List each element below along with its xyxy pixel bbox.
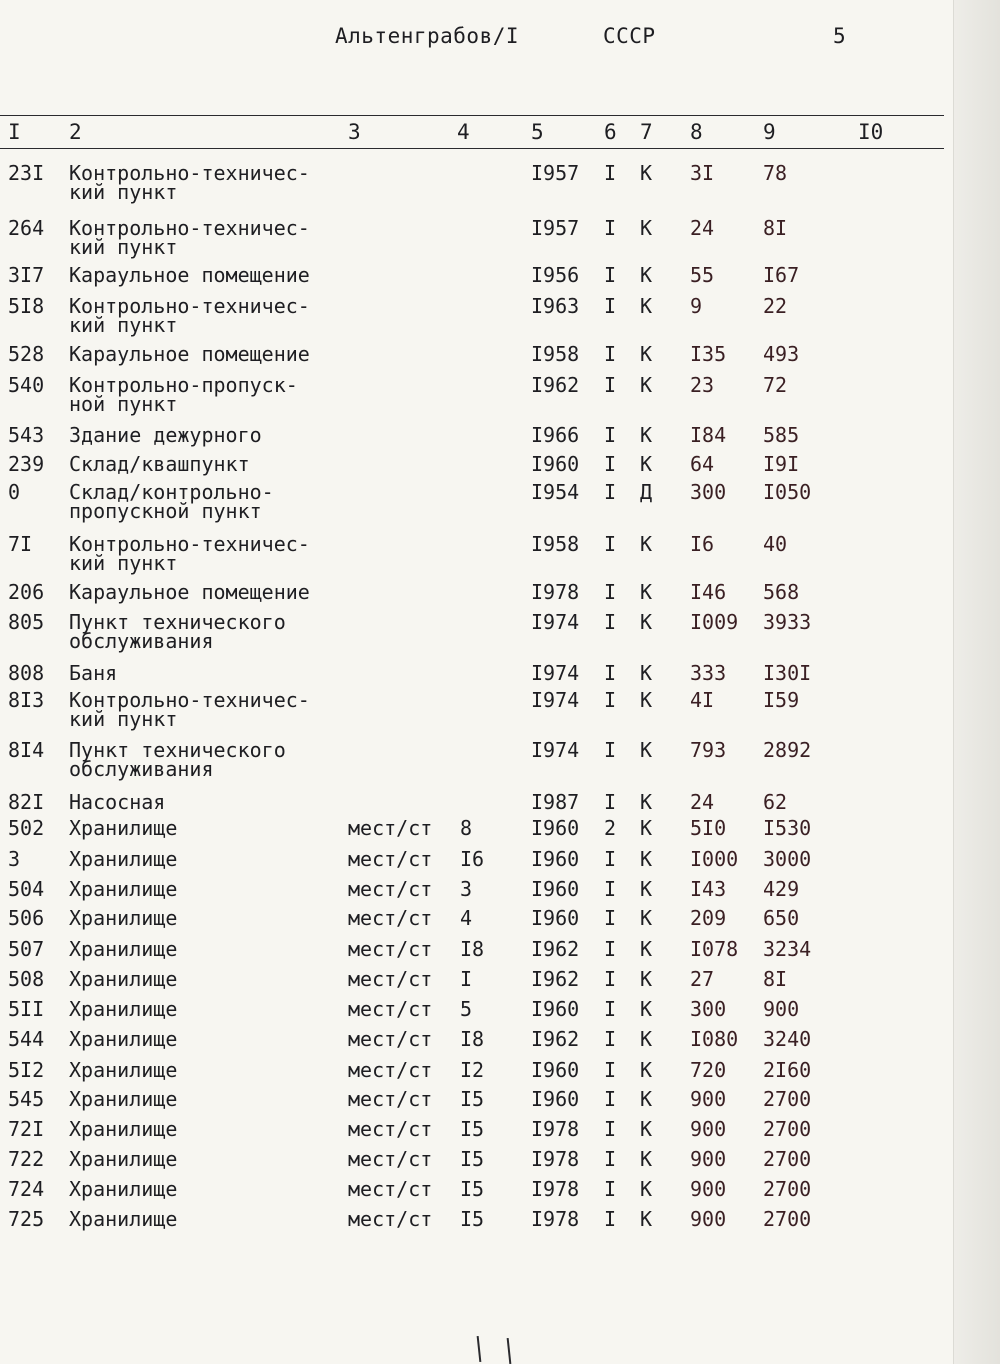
cell-col-6: I (604, 997, 617, 1021)
cell-number: 3I7 (8, 263, 45, 287)
cell-year: I974 (531, 610, 580, 634)
cell-col-8: 209 (690, 906, 727, 930)
cell-year: I960 (531, 1087, 580, 1111)
cell-col-9: 62 (763, 790, 788, 814)
cell-col-9: 2892 (763, 738, 812, 762)
cell-col-8: I43 (690, 877, 727, 901)
cell-unit: мест/ст (348, 997, 433, 1021)
cell-col-6: I (604, 452, 617, 476)
cell-year: I974 (531, 738, 580, 762)
cell-col-8: 24 (690, 790, 715, 814)
cell-year: I958 (531, 342, 580, 366)
cell-col-9: 3234 (763, 937, 812, 961)
cell-col-8: 900 (690, 1147, 727, 1171)
cell-year: I957 (531, 161, 580, 185)
cell-number: 8I3 (8, 688, 45, 712)
cell-number: 808 (8, 661, 45, 685)
column-header-7: 7 (640, 120, 653, 144)
cell-col-9: 3933 (763, 610, 812, 634)
cell-col-6: I (604, 937, 617, 961)
cell-col-8: I6 (690, 532, 715, 556)
cell-year: I960 (531, 906, 580, 930)
cell-name: Хранилище (69, 1207, 178, 1231)
cell-unit: мест/ст (348, 1058, 433, 1082)
cell-unit: мест/ст (348, 1147, 433, 1171)
cell-col-6: I (604, 688, 617, 712)
cell-col-8: 900 (690, 1207, 727, 1231)
cell-col-9: 3240 (763, 1027, 812, 1051)
cell-col-9: I9I (763, 452, 800, 476)
cell-name: Пункт технического обслуживания (69, 610, 286, 653)
cell-quantity: I8 (460, 937, 485, 961)
cell-year: I954 (531, 480, 580, 504)
cell-number: 5I2 (8, 1058, 45, 1082)
cell-col-7: К (640, 1058, 653, 1082)
table-row (0, 263, 944, 294)
cell-col-7: К (640, 661, 653, 685)
cell-unit: мест/ст (348, 1117, 433, 1141)
cell-col-9: 585 (763, 423, 800, 447)
cell-year: I962 (531, 967, 580, 991)
document-title: Альтенграбов/I (335, 24, 520, 48)
cell-col-6: I (604, 1117, 617, 1141)
cell-name: Хранилище (69, 1117, 178, 1141)
cell-name: Контрольно-техничес- кий пункт (69, 532, 310, 575)
cell-name: Хранилище (69, 997, 178, 1021)
cell-col-8: 300 (690, 997, 727, 1021)
cell-col-9: I59 (763, 688, 800, 712)
cell-col-7: К (640, 967, 653, 991)
cell-quantity: 4 (460, 906, 473, 930)
cell-col-9: 2700 (763, 1177, 812, 1201)
cell-year: I960 (531, 997, 580, 1021)
cell-col-6: I (604, 906, 617, 930)
cell-col-7: К (640, 452, 653, 476)
pen-stroke (507, 1338, 512, 1364)
cell-col-7: К (640, 997, 653, 1021)
cell-col-6: 2 (604, 816, 617, 840)
cell-year: I960 (531, 816, 580, 840)
cell-quantity: I2 (460, 1058, 485, 1082)
cell-col-7: К (640, 790, 653, 814)
cell-col-6: I (604, 294, 617, 318)
cell-col-6: I (604, 610, 617, 634)
cell-name: Хранилище (69, 1027, 178, 1051)
cell-year: I963 (531, 294, 580, 318)
table-row (0, 610, 944, 653)
cell-number: 504 (8, 877, 45, 901)
cell-name: Контрольно-пропуск- ной пункт (69, 373, 298, 416)
cell-col-6: I (604, 738, 617, 762)
cell-year: I960 (531, 877, 580, 901)
column-header-6: 6 (604, 120, 617, 144)
cell-col-7: К (640, 1207, 653, 1231)
cell-year: I957 (531, 216, 580, 240)
cell-unit: мест/ст (348, 1027, 433, 1051)
table-row (0, 937, 944, 968)
cell-name: Насосная (69, 790, 166, 814)
cell-col-6: I (604, 1058, 617, 1082)
cell-year: I962 (531, 373, 580, 397)
cell-name: Контрольно-техничес- кий пункт (69, 216, 310, 259)
cell-number: 506 (8, 906, 45, 930)
cell-col-9: 2700 (763, 1117, 812, 1141)
table-row (0, 480, 944, 523)
cell-col-9: 3000 (763, 847, 812, 871)
table-row (0, 997, 944, 1028)
column-header-10: I0 (858, 120, 884, 144)
cell-number: 3 (8, 847, 21, 871)
cell-col-7: К (640, 847, 653, 871)
table-header-rule (0, 148, 944, 149)
cell-name: Хранилище (69, 1058, 178, 1082)
cell-col-9: 493 (763, 342, 800, 366)
cell-col-6: I (604, 480, 617, 504)
cell-name: Здание дежурного (69, 423, 262, 447)
cell-col-6: I (604, 877, 617, 901)
cell-col-9: 900 (763, 997, 800, 1021)
document-country: СССР (603, 24, 656, 48)
page-edge (953, 0, 1000, 1364)
cell-number: 7I (8, 532, 33, 556)
cell-col-9: 78 (763, 161, 788, 185)
cell-year: I958 (531, 532, 580, 556)
cell-col-6: I (604, 967, 617, 991)
cell-quantity: I5 (460, 1177, 485, 1201)
cell-col-7: К (640, 1147, 653, 1171)
table-row (0, 1027, 944, 1058)
cell-col-9: I050 (763, 480, 812, 504)
cell-col-9: 650 (763, 906, 800, 930)
cell-number: 545 (8, 1087, 45, 1111)
table-row (0, 452, 944, 483)
cell-col-8: I080 (690, 1027, 739, 1051)
cell-col-8: I35 (690, 342, 727, 366)
table-row (0, 373, 944, 416)
table-row (0, 423, 944, 454)
table-row (0, 847, 944, 878)
cell-name: Контрольно-техничес- кий пункт (69, 161, 310, 204)
cell-col-8: 793 (690, 738, 727, 762)
cell-col-6: I (604, 532, 617, 556)
cell-col-7: К (640, 161, 653, 185)
column-header-3: 3 (348, 120, 361, 144)
cell-number: 0 (8, 480, 21, 504)
cell-col-6: I (604, 580, 617, 604)
cell-unit: мест/ст (348, 877, 433, 901)
cell-number: 544 (8, 1027, 45, 1051)
cell-col-7: К (640, 1027, 653, 1051)
cell-year: I974 (531, 661, 580, 685)
cell-col-7: К (640, 906, 653, 930)
cell-col-8: 720 (690, 1058, 727, 1082)
cell-name: Склад/контрольно- пропускной пункт (69, 480, 274, 523)
cell-name: Караульное помещение (69, 580, 310, 604)
cell-name: Караульное помещение (69, 342, 310, 366)
cell-name: Хранилище (69, 937, 178, 961)
cell-year: I962 (531, 937, 580, 961)
cell-number: 8I4 (8, 738, 45, 762)
page-number: 5 (833, 24, 847, 48)
cell-quantity: I5 (460, 1147, 485, 1171)
table-row (0, 738, 944, 781)
cell-col-9: 2700 (763, 1207, 812, 1231)
cell-year: I978 (531, 1207, 580, 1231)
cell-col-6: I (604, 216, 617, 240)
cell-name: Пункт технического обслуживания (69, 738, 286, 781)
cell-unit: мест/ст (348, 967, 433, 991)
table-row (0, 967, 944, 998)
cell-col-8: 55 (690, 263, 715, 287)
cell-name: Контрольно-техничес- кий пункт (69, 688, 310, 731)
cell-quantity: I (460, 967, 473, 991)
cell-col-7: К (640, 610, 653, 634)
cell-col-8: 300 (690, 480, 727, 504)
cell-col-6: I (604, 661, 617, 685)
cell-year: I978 (531, 580, 580, 604)
cell-col-9: 2700 (763, 1087, 812, 1111)
cell-col-8: 900 (690, 1117, 727, 1141)
cell-number: 502 (8, 816, 45, 840)
cell-col-8: I84 (690, 423, 727, 447)
cell-number: 23I (8, 161, 45, 185)
cell-number: 528 (8, 342, 45, 366)
cell-quantity: I8 (460, 1027, 485, 1051)
cell-number: 508 (8, 967, 45, 991)
cell-col-8: I009 (690, 610, 739, 634)
cell-col-9: 72 (763, 373, 788, 397)
cell-col-8: 333 (690, 661, 727, 685)
cell-col-6: I (604, 373, 617, 397)
cell-number: 724 (8, 1177, 45, 1201)
cell-name: Хранилище (69, 847, 178, 871)
cell-col-9: 8I (763, 216, 788, 240)
table-row (0, 1177, 944, 1208)
cell-name: Хранилище (69, 1177, 178, 1201)
cell-unit: мест/ст (348, 847, 433, 871)
cell-unit: мест/ст (348, 816, 433, 840)
cell-year: I960 (531, 1058, 580, 1082)
cell-col-7: К (640, 1117, 653, 1141)
cell-year: I966 (531, 423, 580, 447)
cell-col-9: I530 (763, 816, 812, 840)
cell-year: I960 (531, 847, 580, 871)
column-header-5: 5 (531, 120, 544, 144)
table-row (0, 1207, 944, 1238)
cell-unit: мест/ст (348, 906, 433, 930)
cell-col-6: I (604, 342, 617, 366)
cell-col-6: I (604, 423, 617, 447)
cell-year: I960 (531, 452, 580, 476)
cell-number: 507 (8, 937, 45, 961)
table-row (0, 1147, 944, 1178)
cell-col-6: I (604, 790, 617, 814)
cell-name: Контрольно-техничес- кий пункт (69, 294, 310, 337)
cell-col-6: I (604, 1177, 617, 1201)
cell-unit: мест/ст (348, 1177, 433, 1201)
cell-name: Склад/квашпункт (69, 452, 250, 476)
cell-name: Баня (69, 661, 118, 685)
table-row (0, 216, 944, 259)
cell-number: 72I (8, 1117, 45, 1141)
cell-name: Хранилище (69, 967, 178, 991)
cell-name: Караульное помещение (69, 263, 310, 287)
cell-col-8: 64 (690, 452, 715, 476)
table-row (0, 906, 944, 937)
cell-number: 239 (8, 452, 45, 476)
table-row (0, 580, 944, 611)
cell-name: Хранилище (69, 877, 178, 901)
cell-col-7: К (640, 216, 653, 240)
table-row (0, 342, 944, 373)
cell-col-8: 4I (690, 688, 715, 712)
cell-col-9: 2I60 (763, 1058, 812, 1082)
cell-col-7: К (640, 294, 653, 318)
cell-col-6: I (604, 1087, 617, 1111)
cell-number: 805 (8, 610, 45, 634)
cell-col-6: I (604, 847, 617, 871)
cell-col-9: 8I (763, 967, 788, 991)
cell-name: Хранилище (69, 1087, 178, 1111)
cell-col-8: I000 (690, 847, 739, 871)
cell-col-9: 429 (763, 877, 800, 901)
cell-number: 540 (8, 373, 45, 397)
cell-year: I978 (531, 1177, 580, 1201)
cell-col-7: К (640, 532, 653, 556)
cell-name: Хранилище (69, 906, 178, 930)
table-row (0, 1058, 944, 1089)
cell-number: 722 (8, 1147, 45, 1171)
cell-col-7: К (640, 816, 653, 840)
cell-col-8: 5I0 (690, 816, 727, 840)
cell-col-7: К (640, 342, 653, 366)
cell-col-8: 900 (690, 1177, 727, 1201)
cell-col-8: 23 (690, 373, 715, 397)
cell-number: 82I (8, 790, 45, 814)
cell-number: 264 (8, 216, 45, 240)
cell-year: I978 (531, 1117, 580, 1141)
cell-number: 5II (8, 997, 45, 1021)
cell-col-6: I (604, 161, 617, 185)
cell-quantity: 8 (460, 816, 473, 840)
cell-year: I978 (531, 1147, 580, 1171)
cell-quantity: I5 (460, 1207, 485, 1231)
column-header-9: 9 (763, 120, 776, 144)
cell-col-8: 24 (690, 216, 715, 240)
table-row (0, 294, 944, 337)
table-row (0, 688, 944, 731)
cell-col-7: К (640, 423, 653, 447)
cell-col-6: I (604, 1147, 617, 1171)
cell-col-8: 900 (690, 1087, 727, 1111)
cell-col-8: 3I (690, 161, 715, 185)
pen-stroke (477, 1336, 482, 1362)
cell-col-7: К (640, 688, 653, 712)
cell-col-9: 568 (763, 580, 800, 604)
cell-number: 206 (8, 580, 45, 604)
table-row (0, 1087, 944, 1118)
cell-col-7: К (640, 263, 653, 287)
cell-col-7: К (640, 1177, 653, 1201)
cell-col-9: 2700 (763, 1147, 812, 1171)
cell-quantity: 5 (460, 997, 473, 1021)
cell-quantity: I5 (460, 1087, 485, 1111)
cell-col-7: Д (640, 480, 653, 504)
table-row (0, 161, 944, 204)
cell-col-6: I (604, 1027, 617, 1051)
cell-unit: мест/ст (348, 937, 433, 961)
table-row (0, 532, 944, 575)
cell-year: I974 (531, 688, 580, 712)
cell-col-8: I46 (690, 580, 727, 604)
cell-name: Хранилище (69, 1147, 178, 1171)
cell-col-7: К (640, 877, 653, 901)
column-header-2: 2 (69, 120, 82, 144)
table-row (0, 877, 944, 908)
cell-col-7: К (640, 580, 653, 604)
cell-col-7: К (640, 1087, 653, 1111)
cell-year: I987 (531, 790, 580, 814)
cell-number: 5I8 (8, 294, 45, 318)
column-header-1: I (8, 120, 21, 144)
cell-col-7: К (640, 738, 653, 762)
cell-year: I962 (531, 1027, 580, 1051)
table-row (0, 1117, 944, 1148)
cell-col-8: I078 (690, 937, 739, 961)
column-header-8: 8 (690, 120, 703, 144)
cell-year: I956 (531, 263, 580, 287)
cell-quantity: I5 (460, 1117, 485, 1141)
cell-unit: мест/ст (348, 1207, 433, 1231)
cell-col-7: К (640, 937, 653, 961)
cell-quantity: I6 (460, 847, 485, 871)
cell-quantity: 3 (460, 877, 473, 901)
cell-col-9: I30I (763, 661, 812, 685)
table-row (0, 816, 944, 847)
table-top-rule (0, 115, 944, 116)
cell-col-9: I67 (763, 263, 800, 287)
cell-name: Хранилище (69, 816, 178, 840)
cell-col-9: 40 (763, 532, 788, 556)
cell-col-6: I (604, 1207, 617, 1231)
cell-col-8: 27 (690, 967, 715, 991)
cell-unit: мест/ст (348, 1087, 433, 1111)
cell-number: 543 (8, 423, 45, 447)
cell-col-7: К (640, 373, 653, 397)
cell-col-8: 9 (690, 294, 703, 318)
column-header-4: 4 (457, 120, 470, 144)
cell-col-9: 22 (763, 294, 788, 318)
cell-number: 725 (8, 1207, 45, 1231)
cell-col-6: I (604, 263, 617, 287)
